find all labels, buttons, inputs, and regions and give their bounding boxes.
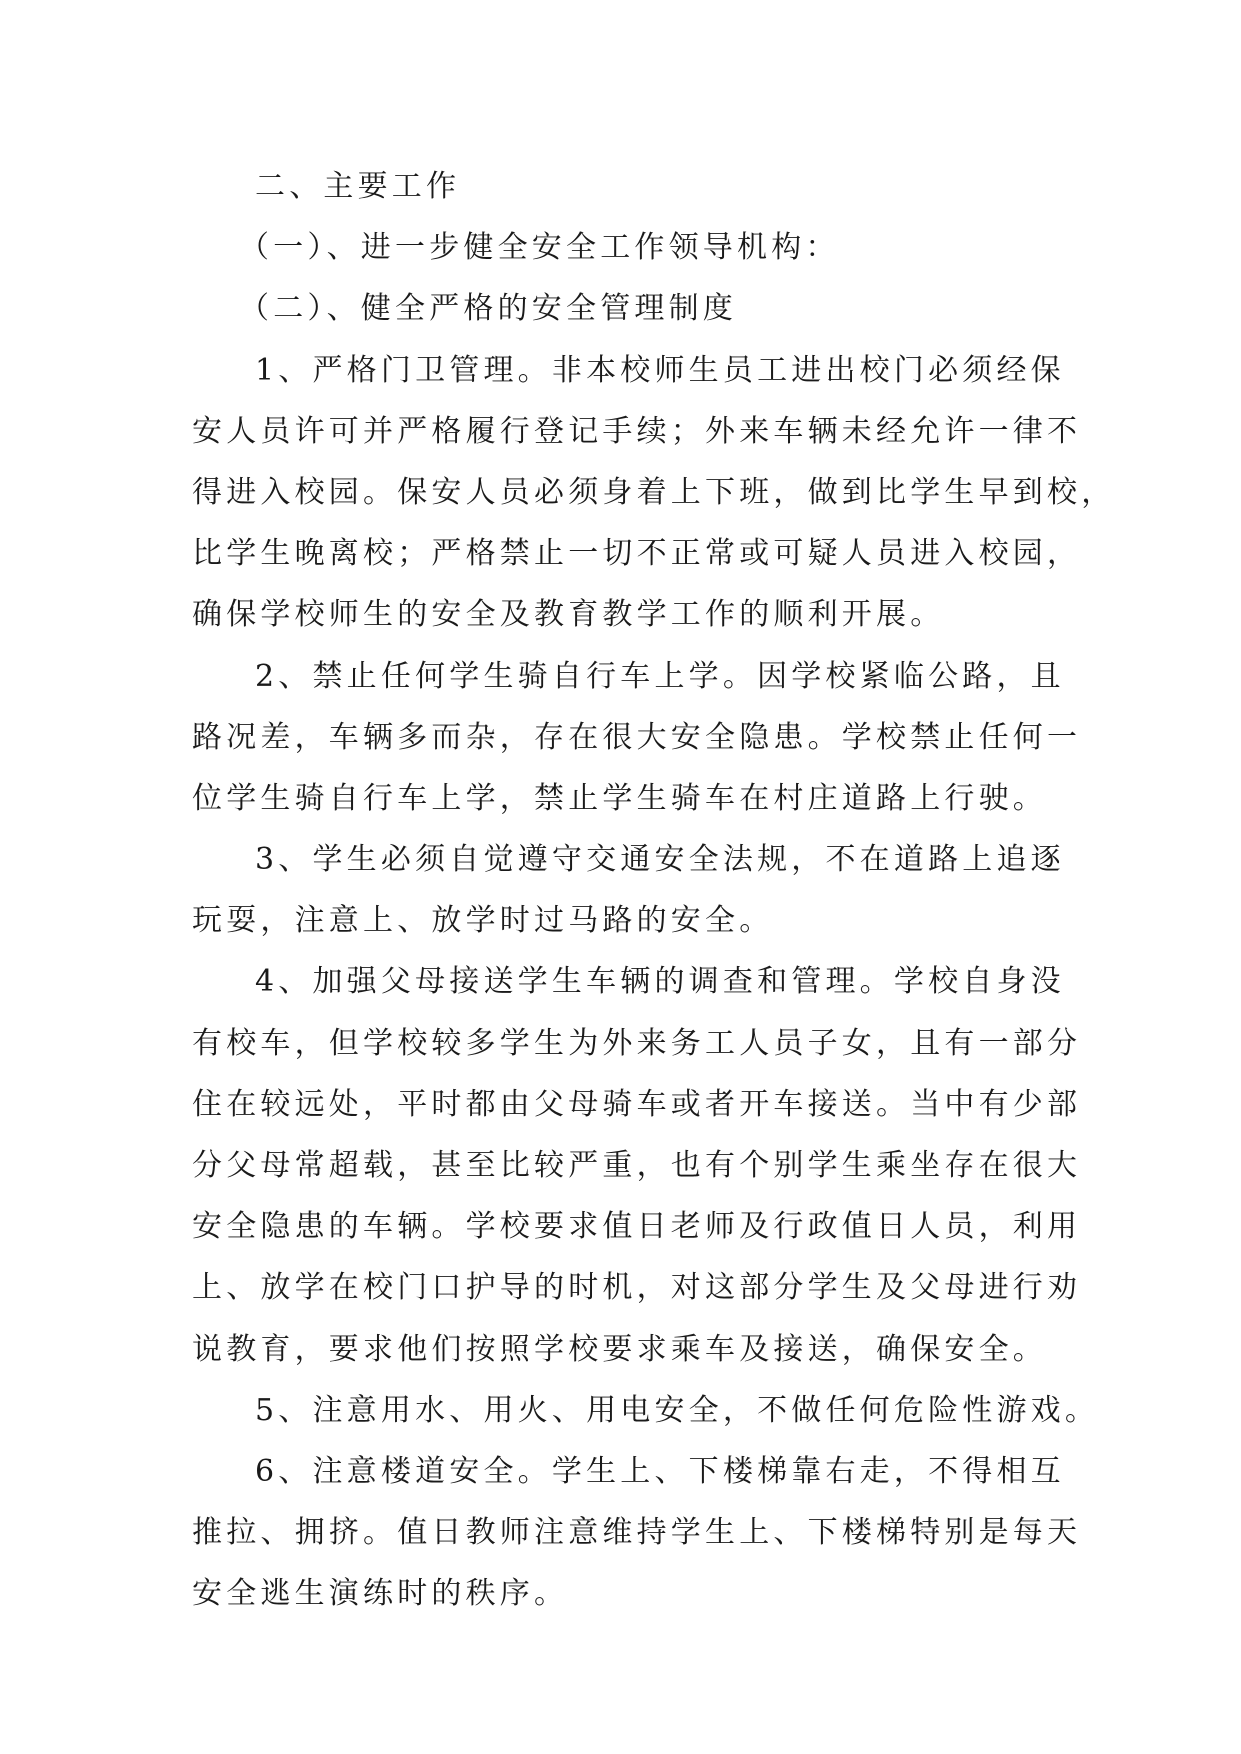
paragraph-line: 住在较远处，平时都由父母骑车或者开车接送。当中有少部 xyxy=(192,1086,1082,1122)
paragraph-line: 玩耍，注意上、放学时过马路的安全。 xyxy=(192,903,774,939)
paragraph-line: 确保学校师生的安全及教育教学工作的顺利开展。 xyxy=(192,597,945,633)
paragraph-line: 推拉、拥挤。值日教师注意维持学生上、下楼梯特别是每天 xyxy=(192,1515,1082,1551)
paragraph-line: 有校车，但学校较多学生为外来务工人员子女，且有一部分 xyxy=(192,1025,1082,1061)
paragraph-line: 安全逃生演练时的秩序。 xyxy=(192,1576,569,1612)
paragraph-line: 安全隐患的车辆。学校要求值日老师及行政值日人员，利用 xyxy=(192,1209,1082,1245)
paragraph-line: 6、注意楼道安全。学生上、下楼梯靠右走，不得相互 xyxy=(255,1453,1065,1489)
paragraph-line: 安人员许可并严格履行登记手续；外来车辆未经允许一律不 xyxy=(192,413,1082,449)
subsection-heading-2: （二）、健全严格的安全管理制度 xyxy=(239,291,737,327)
paragraph-line: 路况差，车辆多而杂，存在很大安全隐患。学校禁止任何一 xyxy=(192,719,1082,755)
paragraph-line: 位学生骑自行车上学，禁止学生骑车在村庄道路上行驶。 xyxy=(192,780,1047,816)
paragraph-line: 2、禁止任何学生骑自行车上学。因学校紧临公路，且 xyxy=(255,658,1065,694)
paragraph-line: 说教育，要求他们按照学校要求乘车及接送，确保安全。 xyxy=(192,1331,1047,1367)
section-heading: 二、主要工作 xyxy=(255,169,461,204)
paragraph-line: 1、严格门卫管理。非本校师生员工进出校门必须经保 xyxy=(255,352,1065,388)
document-body xyxy=(192,156,1116,1625)
paragraph-line: 上、放学在校门口护导的时机，对这部分学生及父母进行劝 xyxy=(192,1270,1082,1306)
paragraph-line: 分父母常超载，甚至比较严重，也有个别学生乘坐存在很大 xyxy=(192,1148,1082,1183)
paragraph-line: 5、注意用水、用火、用电安全，不做任何危险性游戏。 xyxy=(255,1392,1100,1428)
paragraph-line: 比学生晚离校；严格禁止一切不正常或可疑人员进入校园， xyxy=(192,536,1082,572)
paragraph-line: 4、加强父母接送学生车辆的调查和管理。学校自身没 xyxy=(255,964,1065,1000)
subsection-heading-1: （一）、进一步健全安全工作领导机构： xyxy=(239,230,840,266)
paragraph-line: 得进入校园。保安人员必须身着上下班，做到比学生早到校， xyxy=(192,474,1116,510)
paragraph-line: 3、学生必须自觉遵守交通安全法规，不在道路上追逐 xyxy=(255,842,1065,878)
